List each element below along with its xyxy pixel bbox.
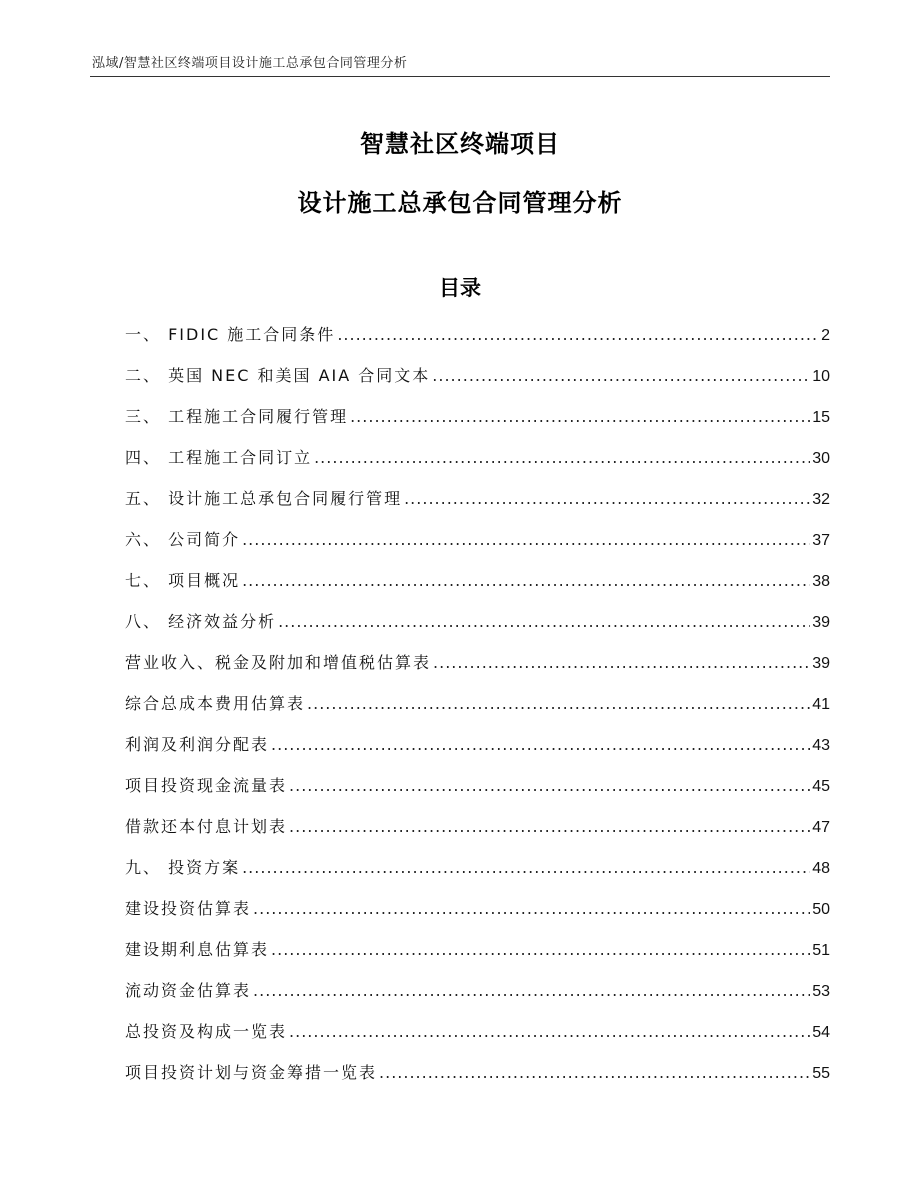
- toc-entry-label: 九、 投资方案: [125, 858, 241, 877]
- toc-entry[interactable]: [125, 1019, 830, 1060]
- toc-entry-label: 借款还本付息计划表: [125, 817, 288, 836]
- toc-leader-dots: [350, 407, 810, 426]
- toc-heading: 目录: [439, 276, 481, 300]
- toc-entry-page-number: 48: [812, 860, 830, 877]
- toc-entry-page-number: 51: [812, 942, 830, 959]
- toc-leader-dots: [307, 694, 810, 713]
- toc-entry[interactable]: [125, 814, 830, 855]
- toc-leader-dots: [432, 366, 810, 385]
- toc-entry-page-number: 32: [812, 491, 830, 508]
- toc-entry-label: 流动资金估算表: [125, 981, 252, 1000]
- toc-entry-page-number: 55: [812, 1065, 830, 1082]
- toc-entry-label: 一、 FIDIC 施工合同条件: [125, 325, 336, 344]
- toc-leader-dots: [242, 858, 810, 877]
- toc-leader-dots: [271, 735, 810, 754]
- toc-list: [125, 322, 830, 1101]
- toc-entry[interactable]: [125, 896, 830, 937]
- toc-entry[interactable]: [125, 855, 830, 896]
- toc-leader-dots: [242, 571, 810, 590]
- toc-entry[interactable]: [125, 773, 830, 814]
- toc-entry-page-number: 50: [812, 901, 830, 918]
- toc-entry[interactable]: [125, 732, 830, 773]
- toc-entry[interactable]: [125, 486, 830, 527]
- toc-entry-page-number: 41: [812, 696, 830, 713]
- toc-entry-label: 七、 项目概况: [125, 571, 241, 590]
- toc-entry-label: 八、 经济效益分析: [125, 612, 277, 631]
- toc-entry-page-number: 45: [812, 778, 830, 795]
- toc-entry-page-number: 53: [812, 983, 830, 1000]
- toc-entry[interactable]: [125, 527, 830, 568]
- toc-leader-dots: [253, 981, 810, 1000]
- toc-entry-page-number: 10: [812, 368, 830, 385]
- toc-entry-page-number: 47: [812, 819, 830, 836]
- toc-entry-label: 利润及利润分配表: [125, 735, 270, 754]
- toc-entry[interactable]: [125, 568, 830, 609]
- toc-leader-dots: [337, 325, 819, 344]
- toc-entry[interactable]: [125, 609, 830, 650]
- header-rule: [90, 76, 830, 77]
- toc-entry-page-number: 37: [812, 532, 830, 549]
- toc-entry-label: 项目投资计划与资金筹措一览表: [125, 1063, 378, 1082]
- toc-entry[interactable]: [125, 937, 830, 978]
- toc-entry-page-number: 39: [812, 655, 830, 672]
- toc-leader-dots: [278, 612, 810, 631]
- toc-leader-dots: [289, 776, 810, 795]
- toc-entry-page-number: 30: [812, 450, 830, 467]
- toc-entry[interactable]: [125, 445, 830, 486]
- toc-leader-dots: [289, 1022, 810, 1041]
- toc-entry-label: 项目投资现金流量表: [125, 776, 288, 795]
- document-title-line-2: 设计施工总承包合同管理分析: [297, 189, 623, 217]
- toc-leader-dots: [314, 448, 810, 467]
- toc-entry-label: 三、 工程施工合同履行管理: [125, 407, 349, 426]
- toc-entry-label: 四、 工程施工合同订立: [125, 448, 313, 467]
- toc-entry[interactable]: [125, 404, 830, 445]
- toc-entry-page-number: 15: [812, 409, 830, 426]
- toc-entry[interactable]: [125, 322, 830, 363]
- toc-leader-dots: [253, 899, 810, 918]
- toc-entry-label: 五、 设计施工总承包合同履行管理: [125, 489, 403, 508]
- toc-leader-dots: [271, 940, 810, 959]
- toc-entry-label: 建设投资估算表: [125, 899, 252, 918]
- toc-leader-dots: [433, 653, 810, 672]
- toc-entry-label: 二、 英国 NEC 和美国 AIA 合同文本: [125, 366, 431, 385]
- toc-entry[interactable]: [125, 978, 830, 1019]
- toc-leader-dots: [289, 817, 810, 836]
- toc-entry[interactable]: [125, 363, 830, 404]
- toc-leader-dots: [379, 1063, 810, 1082]
- toc-entry-label: 六、 公司简介: [125, 530, 241, 549]
- toc-entry[interactable]: [125, 650, 830, 691]
- toc-entry-label: 建设期利息估算表: [125, 940, 270, 959]
- toc-entry-page-number: 43: [812, 737, 830, 754]
- running-header: 泓域/智慧社区终端项目设计施工总承包合同管理分析: [92, 56, 408, 71]
- toc-entry-label: 总投资及构成一览表: [125, 1022, 288, 1041]
- toc-leader-dots: [404, 489, 810, 508]
- toc-entry-label: 营业收入、税金及附加和增值税估算表: [125, 653, 432, 672]
- toc-entry-page-number: 54: [812, 1024, 830, 1041]
- toc-entry-page-number: 38: [812, 573, 830, 590]
- toc-entry[interactable]: [125, 1060, 830, 1101]
- toc-entry-label: 综合总成本费用估算表: [125, 694, 306, 713]
- document-title-line-1: 智慧社区终端项目: [360, 130, 560, 158]
- toc-leader-dots: [242, 530, 810, 549]
- toc-entry-page-number: 2: [821, 327, 830, 344]
- toc-entry-page-number: 39: [812, 614, 830, 631]
- toc-entry[interactable]: [125, 691, 830, 732]
